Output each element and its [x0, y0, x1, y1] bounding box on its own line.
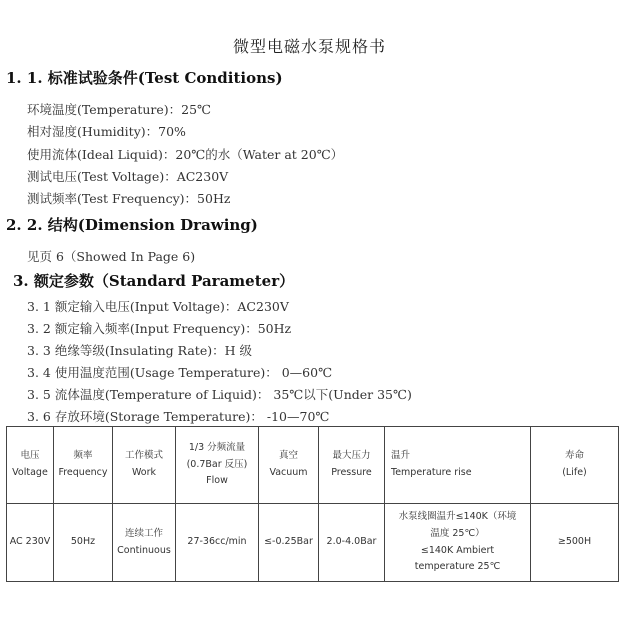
- cell-temperature-rise: 水泵线圈温升≤140K（环境 温度 25℃） ≤140K Ambiert temperature 25℃: [385, 504, 531, 582]
- dimension-drawing-reference: 见页 6（Showed In Page 6): [27, 249, 196, 264]
- condition-frequency: 测试频率(Test Frequency)：50Hz: [27, 191, 231, 206]
- header-vacuum: 真空 Vacuum: [259, 427, 319, 504]
- header-work: 工作模式 Work: [113, 427, 176, 504]
- cell-voltage: AC 230V: [7, 504, 54, 582]
- header-life: 寿命 (Life): [531, 427, 619, 504]
- header-frequency: 频率 Frequency: [54, 427, 113, 504]
- cell-frequency: 50Hz: [54, 504, 113, 582]
- table-row: [7, 504, 619, 582]
- page-title: 微型电磁水泵规格书: [232, 37, 386, 56]
- param-usage-temperature: 3. 4 使用温度范围(Usage Temperature)： 0—60℃: [27, 365, 333, 380]
- section-heading-standard-parameter: 3. 额定参数（Standard Parameter）: [13, 272, 295, 290]
- condition-temperature: 环境温度(Temperature)：25℃: [27, 102, 212, 117]
- param-liquid-temperature: 3. 5 流体温度(Temperature of Liquid)： 35℃以下(Under 35℃): [27, 387, 412, 402]
- cell-pressure: 2.0-4.0Bar: [319, 504, 385, 582]
- condition-humidity: 相对湿度(Humidity)：70%: [27, 124, 186, 139]
- cell-flow: 27-36cc/min: [176, 504, 259, 582]
- cell-life: ≥500H: [531, 504, 619, 582]
- param-input-voltage: 3. 1 额定输入电压(Input Voltage)：AC230V: [27, 299, 289, 314]
- table-header-row: [7, 427, 619, 504]
- section-heading-dimension-drawing: 2. 2. 结构(Dimension Drawing): [6, 216, 258, 234]
- spec-table: [6, 426, 619, 582]
- cell-vacuum: ≤-0.25Bar: [259, 504, 319, 582]
- header-pressure: 最大压力 Pressure: [319, 427, 385, 504]
- cell-work: 连续工作 Continuous: [113, 504, 176, 582]
- condition-liquid: 使用流体(Ideal Liquid)：20℃的水（Water at 20℃）: [27, 147, 344, 162]
- param-insulating-rate: 3. 3 绝缘等级(Insulating Rate)：H 级: [27, 343, 252, 358]
- param-storage-temperature: 3. 6 存放环境(Storage Temperature)： -10—70℃: [27, 409, 330, 424]
- header-temperature-rise: 温升 Temperature rise: [385, 427, 531, 504]
- condition-voltage: 测试电压(Test Voltage)：AC230V: [27, 169, 229, 184]
- header-flow: 1/3 分频流量 (0.7Bar 反压) Flow: [176, 427, 259, 504]
- section-heading-test-conditions: 1. 1. 标准试验条件(Test Conditions): [6, 69, 283, 87]
- header-voltage: 电压 Voltage: [7, 427, 54, 504]
- param-input-frequency: 3. 2 额定输入频率(Input Frequency)：50Hz: [27, 321, 292, 336]
